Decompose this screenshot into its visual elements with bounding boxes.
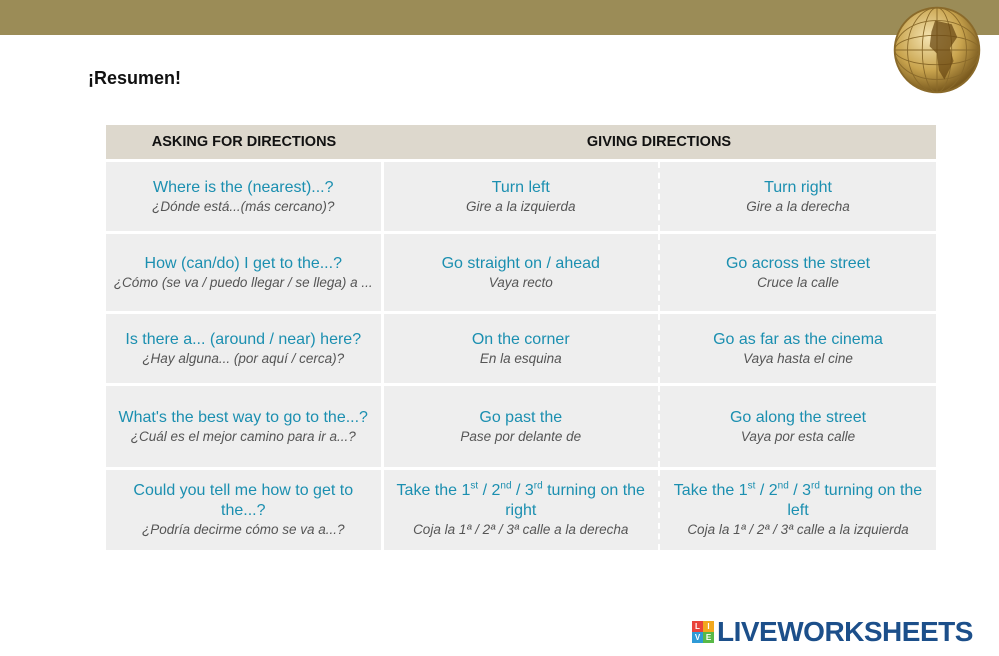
- directions-table: [106, 125, 936, 553]
- spanish-translation: Cruce la calle: [757, 274, 839, 290]
- giving-cell: [659, 469, 936, 552]
- english-phrase: Take the 1st / 2nd / 3rd turning on the left: [673, 480, 923, 519]
- top-banner: [0, 0, 999, 35]
- asking-cell: [106, 233, 382, 313]
- english-phrase: Where is the (nearest)...?: [152, 178, 334, 196]
- english-phrase: How (can/do) I get to the...?: [144, 254, 342, 272]
- header-asking-directions: ASKING FOR DIRECTIONS: [106, 125, 382, 161]
- spanish-translation: Coja la 1ª / 2ª / 3ª calle a la derecha: [413, 522, 629, 537]
- spanish-translation: Vaya recto: [488, 274, 553, 290]
- spanish-translation: Vaya hasta el cine: [743, 350, 853, 366]
- english-phrase: Take the 1st / 2nd / 3rd turning on the right: [396, 480, 645, 519]
- giving-cell: [382, 313, 659, 385]
- english-phrase: Could you tell me how to get to the...?: [133, 482, 354, 519]
- table-row: [106, 161, 936, 233]
- liveworksheets-logo: [692, 618, 973, 646]
- giving-cell: [382, 233, 659, 313]
- english-phrase: Go as far as the cinema: [713, 330, 883, 348]
- brand-name: LIVEWORKSHEETS: [717, 616, 973, 647]
- giving-cell: [382, 385, 659, 469]
- english-phrase: Is there a... (around / near) here?: [125, 330, 362, 348]
- table-row: [106, 469, 936, 552]
- giving-cell: [659, 385, 936, 469]
- spanish-translation: En la esquina: [479, 350, 562, 366]
- spanish-translation: Pase por delante de: [460, 428, 582, 444]
- spanish-translation: ¿Hay alguna... (por aquí / cerca)?: [142, 350, 345, 366]
- asking-cell: [106, 161, 382, 233]
- table-row: [106, 385, 936, 469]
- spanish-translation: ¿Podría decirme cómo se va a...?: [141, 522, 345, 537]
- spanish-translation: Vaya por esta calle: [740, 428, 856, 444]
- spanish-translation: Gire a la derecha: [746, 198, 850, 214]
- english-phrase: Go across the street: [725, 254, 871, 272]
- english-phrase: Go past the: [479, 408, 563, 426]
- giving-cell: [382, 469, 659, 552]
- giving-cell: [659, 161, 936, 233]
- giving-cell: [659, 233, 936, 313]
- english-phrase: Turn right: [764, 178, 832, 196]
- asking-cell: [106, 385, 382, 469]
- spanish-translation: Coja la 1ª / 2ª / 3ª calle a la izquierda: [687, 522, 909, 537]
- table-header-row: [106, 125, 936, 161]
- english-phrase: Go along the street: [729, 408, 867, 426]
- asking-cell: [106, 469, 382, 552]
- giving-cell: [659, 313, 936, 385]
- english-phrase: On the corner: [471, 330, 570, 348]
- table-row: [106, 233, 936, 313]
- english-phrase: What's the best way to go to the...?: [118, 408, 368, 426]
- header-giving-directions: GIVING DIRECTIONS: [382, 125, 936, 161]
- giving-cell: [382, 161, 659, 233]
- asking-cell: [106, 313, 382, 385]
- spanish-translation: ¿Cómo (se va / puedo llegar / se llega) a ...: [113, 274, 373, 290]
- globe-icon: [891, 4, 983, 96]
- english-phrase: Turn left: [491, 178, 550, 196]
- spanish-translation: ¿Cuál es el mejor camino para ir a...?: [130, 428, 356, 444]
- spanish-translation: ¿Dónde está...(más cercano)?: [152, 198, 335, 214]
- table-row: [106, 313, 936, 385]
- page-title: ¡Resumen!: [88, 68, 182, 88]
- spanish-translation: Gire a la izquierda: [465, 198, 576, 214]
- english-phrase: Go straight on / ahead: [441, 254, 600, 272]
- liveworksheets-logo-icon: L I V E: [692, 621, 714, 643]
